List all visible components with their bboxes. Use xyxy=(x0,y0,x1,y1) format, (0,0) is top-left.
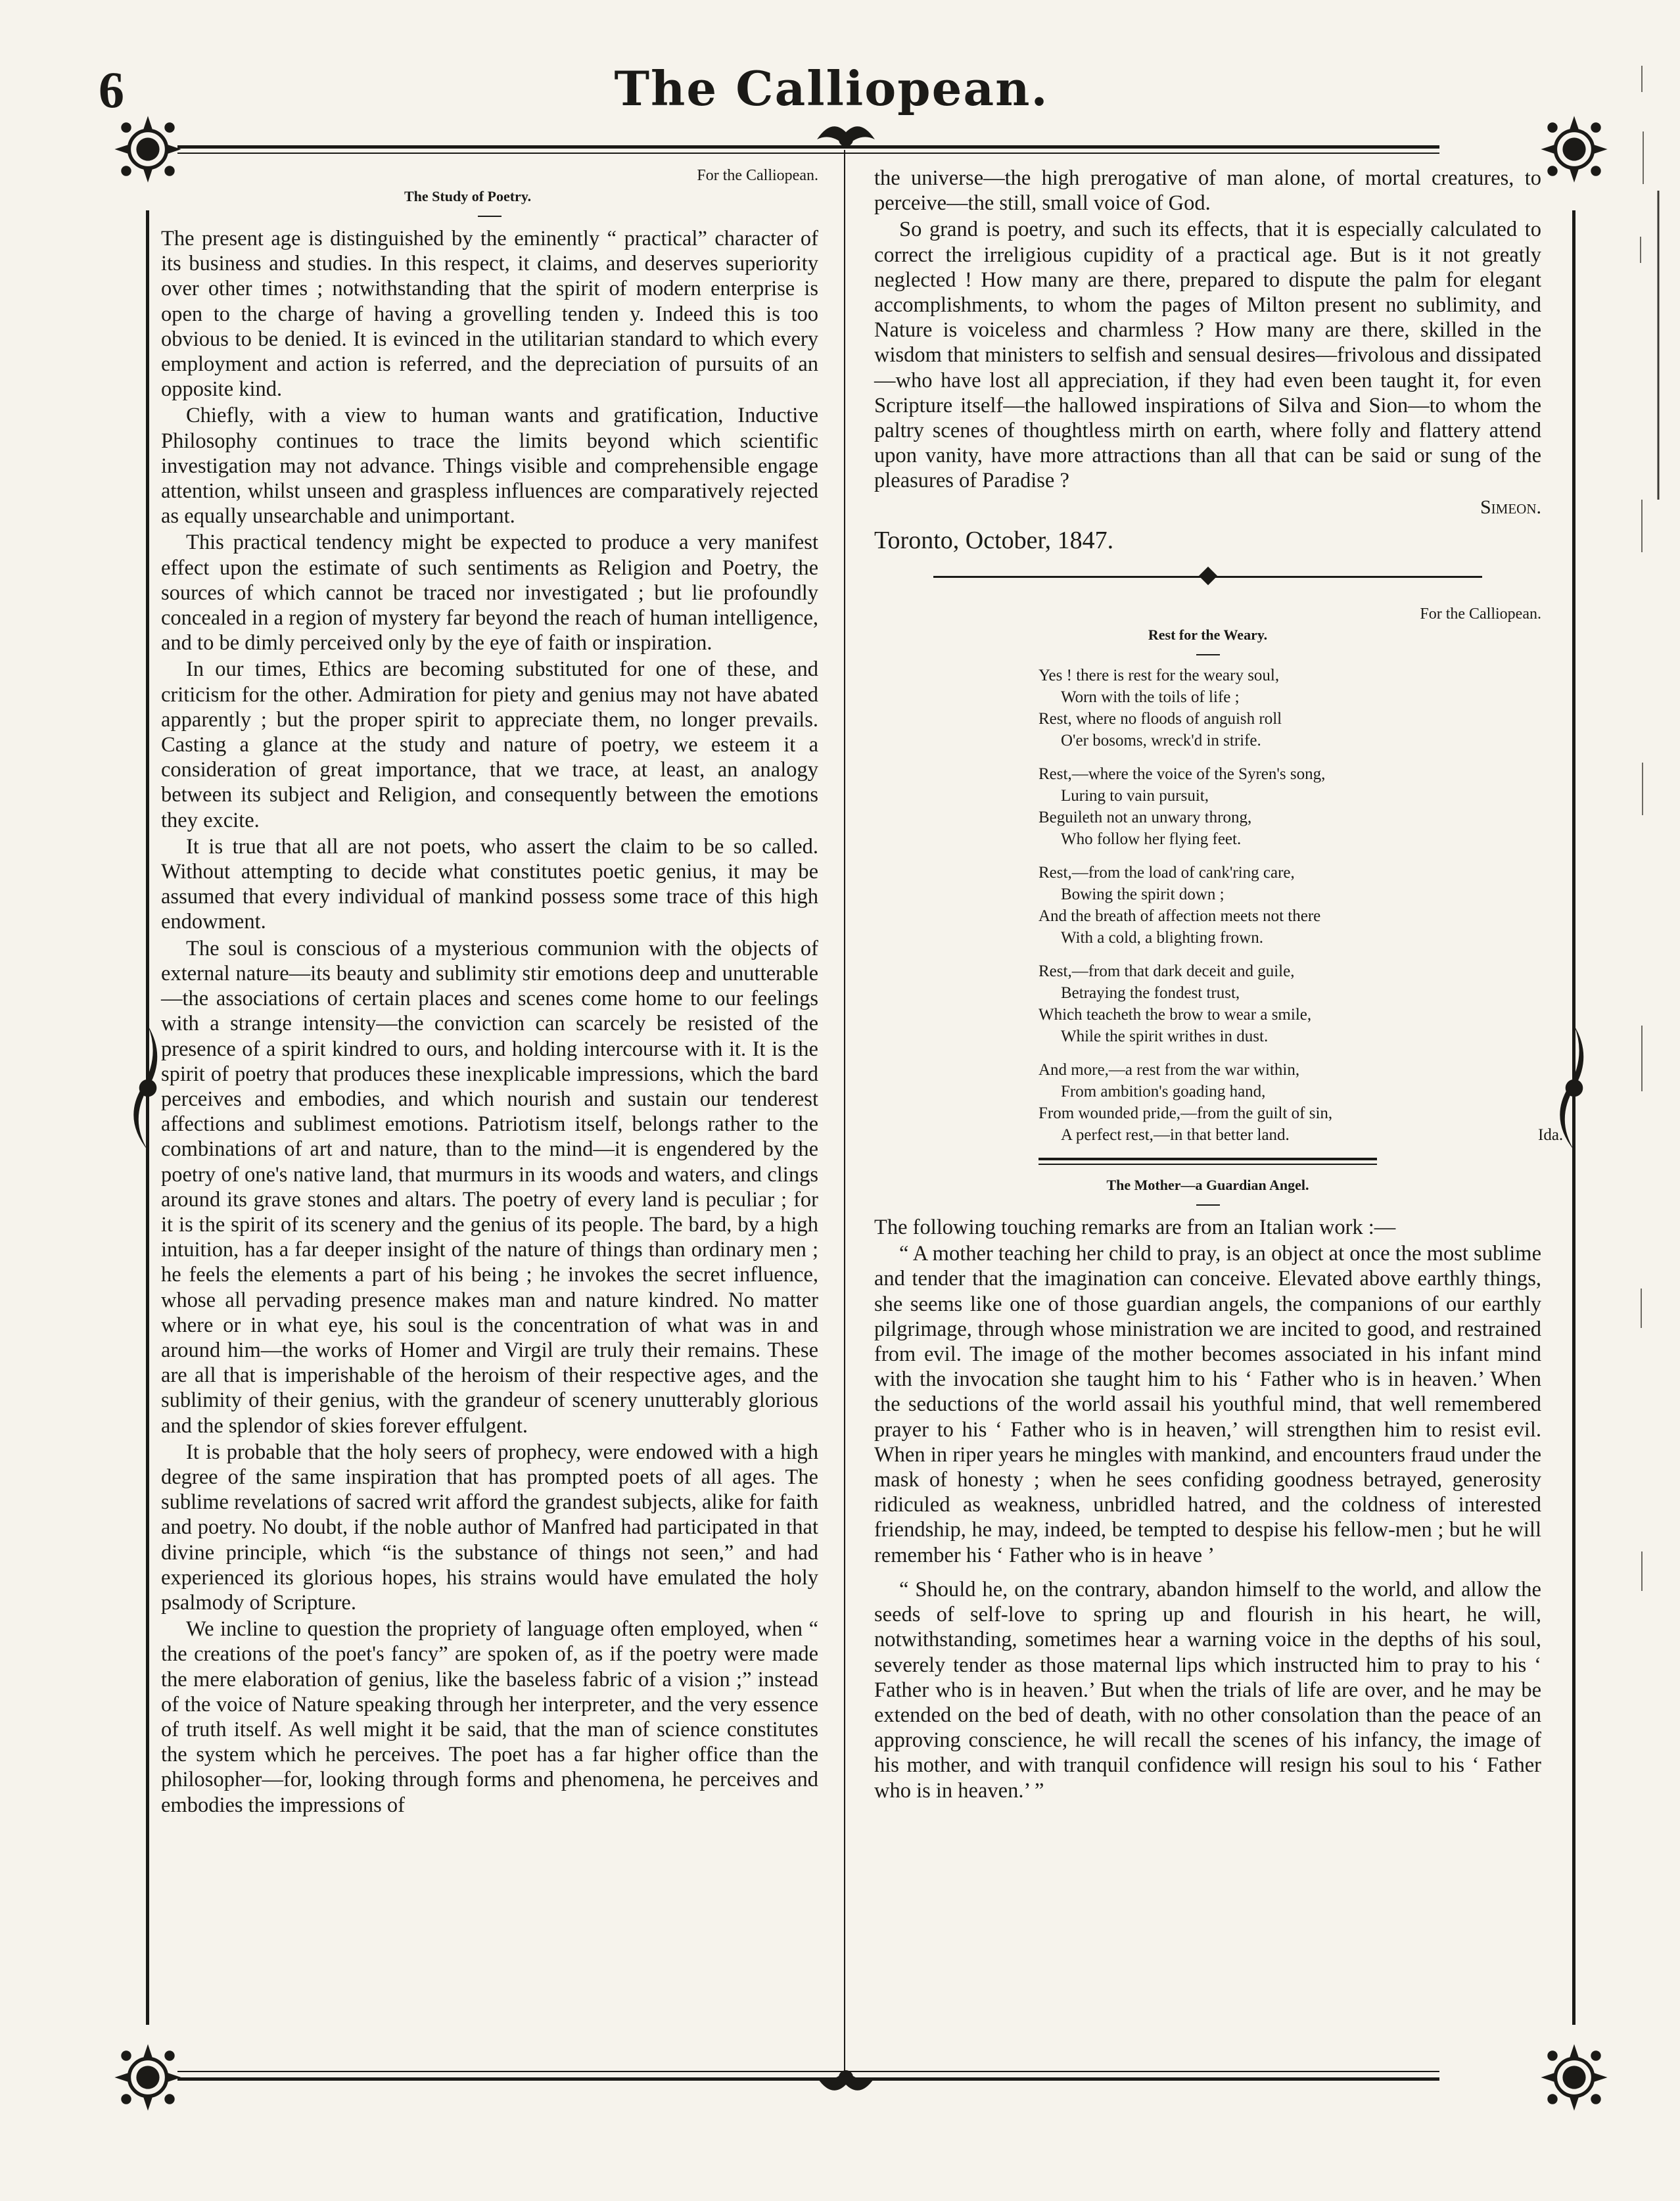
poem-line: Beguileth not an unwary throng, xyxy=(1038,809,1252,827)
poem-line: Rest,—from that dark deceit and guile, xyxy=(1038,962,1295,981)
poem-line: With a cold, a blighting frown. xyxy=(1061,929,1263,947)
poem-line: From ambition's goading hand, xyxy=(1061,1083,1266,1101)
paragraph: “ A mother teaching her child to pray, is an object at once the most sublime and tender that the imagination can conceive. Elevated above earthly things, she seems like one of those guardian angels, the companions of our earthly pilgrimage, through whose ministration we are incited to good, and restrained from evil. The image of the mother becomes associated in his infant mind with the invocation she taught him to his ‘ Father who is in heaven.’ When the seductions of the world assail his youthful mind, that well remembered prayer to his ‘ Father who is in heaven,’ will strengthen him to resist evil. When in riper years he mingles with mankind, and encounters fraud under the mask of honesty ; when he sees confiding goodness betrayed, generosity ridiculed as weakness, unbridled hatred, and the coldness of interested friendship, he may, indeed, be tempted to despise his fellow-men ; but he will remember his ‘ Father who is in heave ’ xyxy=(874,1242,1541,1567)
paragraph: In our times, Ethics are becoming substituted for one of these, and criticism for the other. Admiration for piety and genius may not have abated apparently ; but the proper spirit to appreciate them, no longer prevails. Casting a glance at the study and nature of poetry, we esteem it a consideration of great importance, that we trace, at least, an analogy between its subject and Religion, and consequently between the emotions they excite. xyxy=(161,657,818,832)
stanza xyxy=(1038,960,1485,1047)
poem-line-last xyxy=(1038,1124,1564,1146)
title-dash xyxy=(478,216,502,217)
poem-line: Which teacheth the brow to wear a smile, xyxy=(1038,1006,1312,1024)
double-rule-separator xyxy=(1038,1158,1377,1165)
author-signature: Simeon. xyxy=(1480,496,1541,518)
poem-title: Rest for the Weary. xyxy=(1148,627,1268,644)
paragraph: So grand is poetry, and such its effects, that it is especially calculated to correct the irreligious cupidity of a practical age. But is it not greatly neglected ! How many are there, prepared to dispute the palm for elegant accomplishments, to whom the pages of Milton present no sublimity, and Nature is voiceless and charmless ? How many are there, skilled in the wisdom that ministers to selfish and sensual desires—frivolous and dissipated—who have lost all appreciation, if they had even been taught it, for even Scripture itself—the hallowed inspirations of Silva and Sion—to whom the paltry scenes of thoughtless mirth on earth, where folly and flattery attend upon vanity, have more attractions than all that can be said or sung of the pleasures of Paradise ? xyxy=(874,218,1541,493)
poem-line: Rest, where no floods of anguish roll xyxy=(1038,710,1282,728)
column-divider xyxy=(844,150,845,2079)
top-rule-thin xyxy=(177,153,1439,154)
poem-credit: For the Calliopean. xyxy=(1420,605,1541,623)
page-number: 6 xyxy=(99,61,124,118)
poem-line: And the breath of affection meets not there xyxy=(1038,907,1321,926)
poem-signature: Ida. xyxy=(1538,1126,1564,1145)
masthead-title: The Calliopean. xyxy=(614,60,1049,116)
paragraph: This practical tendency might be expected to produce a very manifest effect upon the estimate of such sentiments as Religion and Poetry, the sources of which cannot be traced nor investigated ; but lie profoundly concealed in a region of mystery far beyond the reach of human intelligence, and to be dimly perceived only by the eye of faith or inspiration. xyxy=(161,531,818,655)
poem-line: Bowing the spirit down ; xyxy=(1061,886,1225,904)
scan-margin-noise xyxy=(1622,39,1662,1880)
stanza xyxy=(1038,862,1485,949)
poem-line: Betraying the fondest trust, xyxy=(1061,984,1240,1003)
poem-line: Luring to vain pursuit, xyxy=(1061,787,1209,805)
section-separator xyxy=(933,563,1482,590)
center-ornament-icon xyxy=(810,113,882,166)
title-dash xyxy=(1196,1204,1220,1206)
paragraph: It is probable that the holy seers of prophecy, were endowed with a high degree of the same inspiration that has prompted poets of all ages. The sublime revelations of sacred writ afford the grandest subjects, alike for faith and poetry. No doubt, if the noble author of Manfred had participated in that divine principle, which “is the substance of things not seen,” and had experienced its glorious hopes, his strains would have emulated the holy psalmody of Scripture. xyxy=(161,1440,818,1615)
right-column xyxy=(874,166,1564,1803)
top-rule xyxy=(177,145,1439,149)
stanza xyxy=(1038,763,1485,850)
corner-ornament-icon xyxy=(1538,2041,1610,2114)
poem-line: From wounded pride,—from the guilt of sin, xyxy=(1038,1104,1333,1123)
poem-line: While the spirit writhes in dust. xyxy=(1061,1028,1269,1046)
bottom-rule xyxy=(177,2077,1439,2081)
poem-line: Yes ! there is rest for the weary soul, xyxy=(1038,667,1280,685)
paragraph: The present age is distinguished by the eminently “ practical” character of its business and studies. In this respect, it claims, and deserves superiority over other times ; notwithstanding that the spirit of modern enterprise is open to the charge of having a grovelling tenden y. Indeed this is too obvious to be denied. It is evinced in the utilitarian standard to which every employment and action is referred, and the depreciation of pursuits of an opposite kind. xyxy=(161,227,818,402)
dateline: Toronto, October, 1847. xyxy=(874,526,1114,554)
stanza xyxy=(1038,1059,1564,1146)
bottom-rule-thin xyxy=(177,2071,1439,2072)
poem-line: Who follow her flying feet. xyxy=(1061,830,1242,849)
title-dash xyxy=(1196,654,1220,655)
paragraph: We incline to question the propriety of language often employed, when “ the creations of the poet's fancy” are spoken of, as if the poetry were made the mere elaboration of genius, like the baseless fabric of a vision ;” instead of the voice of Nature speaking through her interpreter, and the very essence of truth itself. As well might it be said, that the man of science constitutes the system which he perceives. The poet has a far higher office than the philosopher—for, looking through forms and phenomena, he perceives and embodies the impressions of xyxy=(161,1617,818,1817)
paragraph: “ Should he, on the contrary, abandon himself to the world, and allow the seeds of self-love to spring up and flourish in his heart, he will, notwithstanding, sometimes hear a warning voice in the depths of his soul, severely tender as those maternal lips which instructed him to pray to his ‘ Father who is in heaven.’ But when the trials of life are over, and he may be extended on the bed of death, with no other consolation than the peace of an approving conscience, he will recall the scenes of his infancy, the image of his mother, and with tranquil confidence will resign his soul to his ‘ Father who is in heaven.’ ” xyxy=(874,1577,1541,1803)
poem-line: Rest,—from the load of cank'ring care, xyxy=(1038,864,1295,882)
poem-line: A perfect rest,—in that better land. xyxy=(1061,1126,1290,1145)
article-title: The Mother—a Guardian Angel. xyxy=(1106,1177,1309,1194)
paragraph: Chiefly, with a view to human wants and gratification, Inductive Philosophy continues to trace the limits beyond which scientific investigation may not advance. Things visible and comprehensible engage attention, whilst unseen and graspless influences are comparatively rejected as equally unsearchable and unimportant. xyxy=(161,404,818,529)
paragraph: It is true that all are not poets, who assert the claim to be so called. Without attempting to decide what constitutes poetic genius, it may be assumed that every individual of mankind possess some trace of this high endowment. xyxy=(161,834,818,934)
poem-line: Rest,—where the voice of the Syren's song, xyxy=(1038,765,1326,784)
poem-line: And more,—a rest from the war within, xyxy=(1038,1061,1300,1079)
article-title: The Study of Poetry. xyxy=(404,188,532,204)
center-ornament-icon xyxy=(810,2051,882,2104)
poem-line: O'er bosoms, wreck'd in strife. xyxy=(1061,732,1261,750)
paragraph: the universe—the high prerogative of man alone, of mortal creatures, to perceive—the still, small voice of God. xyxy=(874,166,1541,216)
corner-ornament-icon xyxy=(1538,113,1610,185)
paragraph: The following touching remarks are from an Italian work :— xyxy=(874,1216,1396,1240)
article-credit: For the Calliopean. xyxy=(697,167,818,184)
poem-line: Worn with the toils of life ; xyxy=(1061,688,1240,707)
corner-ornament-icon xyxy=(112,2041,184,2114)
poem xyxy=(1038,665,1564,1146)
left-column xyxy=(161,166,818,1818)
stanza xyxy=(1038,665,1485,751)
paragraph: The soul is conscious of a mysterious communion with the objects of external nature—its beauty and sublimity stir emotions deep and unutterable—the associations of certain places and scenes come home to our feelings with a strange intensity—the conviction can scarcely be resisted of the presence of a spirit kindred to ours, and holding intercourse with it. It is the spirit of poetry that produces these inexplicable impressions, which the bard perceives and embodies, and which nourish and sustain our tenderest affections and sublimest emotions. Patriotism itself, belongs rather to the combinations of art and nature, than to the mind—it is engendered by the poetry of one's native land, that murmurs in its woods and waters, and clings around its grave stones and altars. The poetry of every land is peculiar ; for it is the spirit of its scenery and the genius of its people. The bard, by a high intuition, has a far deeper insight of the nature of things than ordinary men ; he feels the elements a part of his being ; he invokes the secret influence, whose all pervading presence makes man and nature kindred. No matter where or in what eye, his soul is the concentration of what was in and around him—the works of Homer and Virgil are truly their remains. These are all that is imperishable of the heroism of their respective ages, and the sublimity of their genius, with the grandeur of scenery unutterably glorious and the splendor of skies forever effulgent. xyxy=(161,936,818,1438)
